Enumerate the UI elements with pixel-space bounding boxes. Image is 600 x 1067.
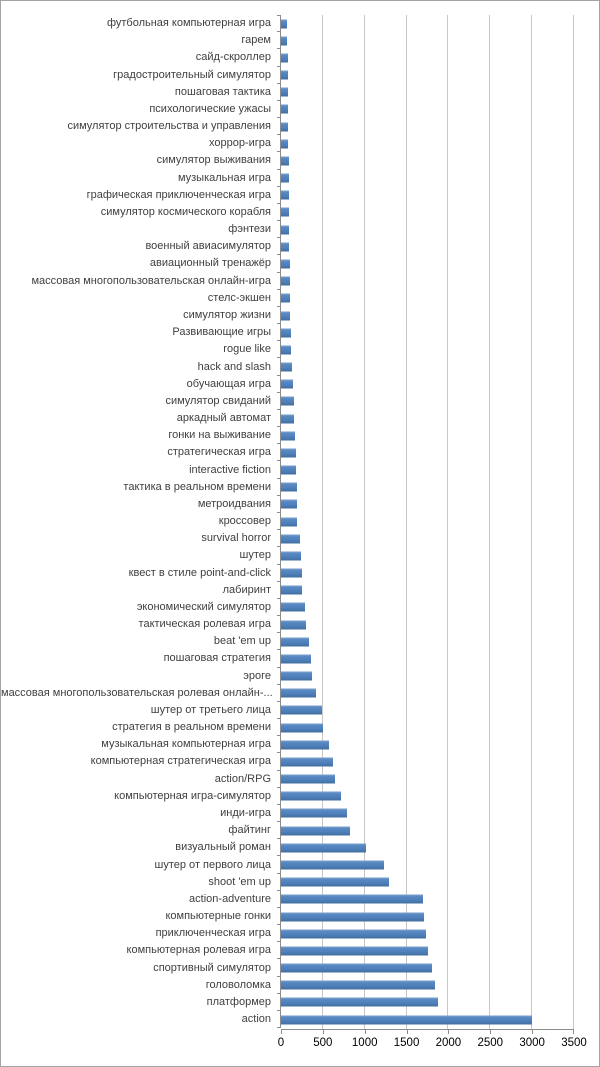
x-axis-tick-label: 1000: [351, 1037, 378, 1049]
bar-row: [1, 977, 574, 994]
category-label: стратегическая игра: [167, 446, 271, 459]
bar: [281, 998, 438, 1007]
category-label: action: [241, 1013, 271, 1026]
bar: [281, 88, 288, 97]
bar-track: [280, 290, 574, 307]
bar: [281, 826, 350, 835]
bar-track: [280, 49, 574, 66]
category-label: головоломка: [205, 978, 271, 991]
bar: [281, 809, 347, 818]
bar-row: [1, 822, 574, 839]
category-label: приключенческая игра: [155, 927, 271, 940]
bar-row: [1, 856, 574, 873]
bar: [281, 912, 424, 921]
bar-track: [280, 599, 574, 616]
bar-track: [280, 358, 574, 375]
category-label: шутер от первого лица: [154, 858, 271, 871]
bar: [281, 242, 289, 251]
bar-track: [280, 753, 574, 770]
bar: [281, 156, 289, 165]
category-label: шутер: [239, 549, 271, 562]
bar-track: [280, 307, 574, 324]
bar-row: [1, 530, 574, 547]
category-label: hack and slash: [197, 360, 271, 373]
bar: [281, 775, 335, 784]
bar: [281, 620, 306, 629]
category-label: симулятор строительства и управления: [67, 120, 271, 133]
x-axis-tick-label: 500: [313, 1037, 333, 1049]
category-label: кроссовер: [218, 515, 271, 528]
bar-row: [1, 736, 574, 753]
x-axis-tick: [281, 1030, 282, 1034]
category-label: массовая многопользовательская ролевая онлайн-...: [1, 686, 273, 699]
category-label: эроге: [243, 669, 271, 682]
bar: [281, 208, 289, 217]
bar-row: [1, 479, 574, 496]
bar: [281, 878, 389, 887]
bar-track: [280, 565, 574, 582]
bar-track: [280, 187, 574, 204]
bar-row: [1, 255, 574, 272]
bar-track: [280, 874, 574, 891]
bar-row: [1, 650, 574, 667]
bar-row: [1, 204, 574, 221]
bar-track: [280, 255, 574, 272]
bar-track: [280, 496, 574, 513]
bar-row: [1, 410, 574, 427]
bar-row: [1, 49, 574, 66]
category-label: аркадный автомат: [176, 412, 271, 425]
bar-track: [280, 925, 574, 942]
bar-row: [1, 959, 574, 976]
bar-row: [1, 788, 574, 805]
bar-track: [280, 393, 574, 410]
category-label: Развивающие игры: [172, 326, 271, 339]
bar-track: [280, 736, 574, 753]
bar: [281, 946, 428, 955]
bar-track: [280, 942, 574, 959]
x-axis-tick: [448, 1030, 449, 1034]
bar-row: [1, 633, 574, 650]
category-label: beat 'em up: [213, 635, 271, 648]
bar: [281, 345, 291, 354]
bar-track: [280, 118, 574, 135]
category-label: сайд-скроллер: [195, 51, 271, 64]
bar-track: [280, 650, 574, 667]
bar-row: [1, 221, 574, 238]
bar-row: [1, 513, 574, 530]
bar: [281, 71, 288, 80]
bar-track: [280, 324, 574, 341]
bar-row: [1, 461, 574, 478]
bar: [281, 431, 295, 440]
bar-row: [1, 238, 574, 255]
bar-track: [280, 170, 574, 187]
bar-track: [280, 513, 574, 530]
bar-row: [1, 582, 574, 599]
bar: [281, 603, 305, 612]
x-axis-tick-label: 2500: [477, 1037, 504, 1049]
bar-track: [280, 204, 574, 221]
bar-row: [1, 32, 574, 49]
x-axis-tick: [490, 1030, 491, 1034]
x-axis-tick: [407, 1030, 408, 1034]
bar-row: [1, 994, 574, 1011]
bar: [281, 122, 288, 131]
bar: [281, 36, 287, 45]
category-label: симулятор жизни: [183, 309, 271, 321]
bar-row: [1, 702, 574, 719]
bar: [281, 363, 292, 372]
category-label: массовая многопользовательская онлайн-игра: [31, 274, 271, 287]
bar-row: [1, 427, 574, 444]
bar-row: [1, 15, 574, 32]
x-axis-tick-label: 0: [277, 1037, 285, 1049]
bar: [281, 311, 290, 320]
category-label: визуальный роман: [175, 841, 271, 854]
bar-row: [1, 565, 574, 582]
category-label: action/RPG: [214, 772, 271, 785]
bar: [281, 706, 322, 715]
bar-track: [280, 959, 574, 976]
bar: [281, 534, 300, 543]
bar-row: [1, 547, 574, 564]
bar-track: [280, 685, 574, 702]
bar-track: [280, 994, 574, 1011]
bar: [281, 689, 316, 698]
bar: [281, 328, 291, 337]
bar: [281, 551, 301, 560]
bar-row: [1, 719, 574, 736]
category-label: фэнтези: [228, 223, 271, 236]
bar-row: [1, 101, 574, 118]
bar-row: [1, 839, 574, 856]
bar-track: [280, 530, 574, 547]
bar-track: [280, 101, 574, 118]
bar-row: [1, 187, 574, 204]
category-label: авиационный тренажёр: [149, 257, 271, 270]
bar-track: [280, 444, 574, 461]
category-label: хоррор-игра: [208, 137, 271, 150]
bar-track: [280, 547, 574, 564]
bar-track: [280, 410, 574, 427]
category-label: графическая приключенческая игра: [86, 188, 271, 201]
bar-track: [280, 341, 574, 358]
category-label: гонки на выживание: [168, 429, 271, 442]
bar-track: [280, 461, 574, 478]
category-label: инди-игра: [220, 806, 271, 819]
bar-track: [280, 15, 574, 32]
bar-row: [1, 942, 574, 959]
bar-row: [1, 444, 574, 461]
bar: [281, 740, 329, 749]
bar: [281, 672, 312, 681]
bar-track: [280, 977, 574, 994]
bar-row: [1, 805, 574, 822]
category-label: квест в стиле point-and-click: [128, 566, 271, 579]
bar-row: [1, 84, 574, 101]
bar: [281, 517, 297, 526]
category-label: survival horror: [201, 532, 271, 545]
bar: [281, 191, 289, 200]
x-axis-tick: [532, 1030, 533, 1034]
category-label: компьютерная ролевая игра: [126, 944, 271, 957]
bar: [281, 861, 384, 870]
bar-row: [1, 908, 574, 925]
category-label: футбольная компьютерная игра: [106, 17, 271, 30]
category-label: гарем: [241, 34, 271, 47]
bar: [281, 723, 323, 732]
category-label: симулятор свиданий: [165, 394, 271, 407]
bar: [281, 53, 288, 62]
bar: [281, 654, 311, 663]
category-label: симулятор выживания: [156, 154, 271, 167]
category-label: спортивный симулятор: [153, 961, 271, 974]
bar-track: [280, 771, 574, 788]
category-label: психологические ужасы: [149, 102, 271, 115]
category-label: компьютерная стратегическая игра: [90, 755, 271, 768]
bar: [281, 483, 297, 492]
category-label: пошаговая тактика: [174, 85, 271, 98]
bar: [281, 259, 290, 268]
category-label: платформер: [206, 995, 271, 1008]
category-label: градостроительный симулятор: [113, 68, 271, 81]
bar: [281, 466, 296, 475]
x-axis-tick: [323, 1030, 324, 1034]
bar-row: [1, 376, 574, 393]
category-label: стратегия в реальном времени: [112, 721, 271, 734]
bar-row: [1, 668, 574, 685]
bar-track: [280, 84, 574, 101]
bar-row: [1, 118, 574, 135]
bar-track: [280, 839, 574, 856]
bar: [281, 637, 309, 646]
bar-row: [1, 874, 574, 891]
bar: [281, 964, 432, 973]
x-axis: [277, 1029, 587, 1056]
bar-row: [1, 273, 574, 290]
category-label: лабиринт: [222, 583, 271, 596]
bar-track: [280, 668, 574, 685]
bar: [281, 500, 297, 509]
category-label: rogue like: [223, 343, 271, 356]
bar-track: [280, 427, 574, 444]
bar-row: [1, 152, 574, 169]
bar: [281, 139, 288, 148]
bar-track: [280, 273, 574, 290]
bar-row: [1, 753, 574, 770]
bar: [281, 895, 423, 904]
bar-track: [280, 719, 574, 736]
bar-track: [280, 702, 574, 719]
category-label: симулятор космического корабля: [100, 205, 271, 218]
bar: [281, 380, 293, 389]
bar-row: [1, 393, 574, 410]
category-label: шутер от третьего лица: [150, 703, 271, 716]
bar-track: [280, 788, 574, 805]
bar: [281, 792, 341, 801]
bar: [281, 757, 333, 766]
bar: [281, 225, 289, 234]
bar: [281, 19, 287, 28]
bar-row: [1, 67, 574, 84]
bar-row: [1, 771, 574, 788]
bar-track: [280, 633, 574, 650]
bar-row: [1, 358, 574, 375]
bar-track: [280, 152, 574, 169]
bar: [281, 277, 290, 286]
category-label: стелс-экшен: [207, 291, 271, 304]
bar: [281, 397, 294, 406]
bar-track: [280, 822, 574, 839]
bar-track: [280, 1011, 574, 1028]
bar-row: [1, 341, 574, 358]
category-label: пошаговая стратегия: [163, 652, 271, 665]
bar-rows: [1, 15, 574, 1028]
bar: [281, 294, 290, 303]
bar-track: [280, 616, 574, 633]
bar: [281, 1015, 532, 1024]
bar-row: [1, 685, 574, 702]
category-label: компьютерная игра-симулятор: [114, 789, 271, 802]
bar-row: [1, 324, 574, 341]
category-label: музыкальная игра: [177, 171, 271, 184]
bar-row: [1, 307, 574, 324]
bar-row: [1, 891, 574, 908]
bar: [281, 586, 302, 595]
bar-row: [1, 925, 574, 942]
bar-track: [280, 238, 574, 255]
bar-track: [280, 891, 574, 908]
bar-row: [1, 496, 574, 513]
category-label: тактическая ролевая игра: [138, 618, 271, 631]
bar-row: [1, 170, 574, 187]
x-axis-tick-label: 3500: [561, 1037, 587, 1049]
x-axis-tick-label: 1500: [393, 1037, 420, 1049]
x-axis-tick-label: 2000: [435, 1037, 462, 1049]
bar: [281, 929, 426, 938]
category-label: компьютерные гонки: [165, 910, 271, 923]
category-label: action-adventure: [189, 892, 271, 905]
bar: [281, 174, 289, 183]
bar-row: [1, 1011, 574, 1028]
category-label: interactive fiction: [189, 463, 271, 476]
bar-track: [280, 135, 574, 152]
x-axis-tick: [365, 1030, 366, 1034]
x-axis-tick-label: 3000: [519, 1037, 545, 1049]
category-label: файтинг: [228, 824, 271, 837]
bar: [281, 105, 288, 114]
bar-track: [280, 479, 574, 496]
bar-row: [1, 135, 574, 152]
bar-row: [1, 616, 574, 633]
bar-track: [280, 376, 574, 393]
bar-track: [280, 856, 574, 873]
x-axis-tick: [573, 1030, 574, 1034]
category-label: shoot 'em up: [208, 875, 271, 888]
bar: [281, 414, 294, 423]
bar: [281, 843, 366, 852]
bar: [281, 448, 296, 457]
category-label: музыкальная компьютерная игра: [101, 738, 271, 751]
category-label: тактика в реальном времени: [123, 480, 271, 493]
bar-track: [280, 805, 574, 822]
bar-row: [1, 290, 574, 307]
bar: [281, 981, 435, 990]
bar-track: [280, 908, 574, 925]
category-label: обучающая игра: [186, 377, 271, 390]
category-label: экономический симулятор: [136, 600, 271, 613]
category-label: военный авиасимулятор: [145, 240, 271, 253]
bar-track: [280, 32, 574, 49]
bar-track: [280, 582, 574, 599]
bar-row: [1, 599, 574, 616]
bar: [281, 569, 302, 578]
bar-track: [280, 221, 574, 238]
category-label: метроидвания: [197, 497, 271, 510]
bar-track: [280, 67, 574, 84]
